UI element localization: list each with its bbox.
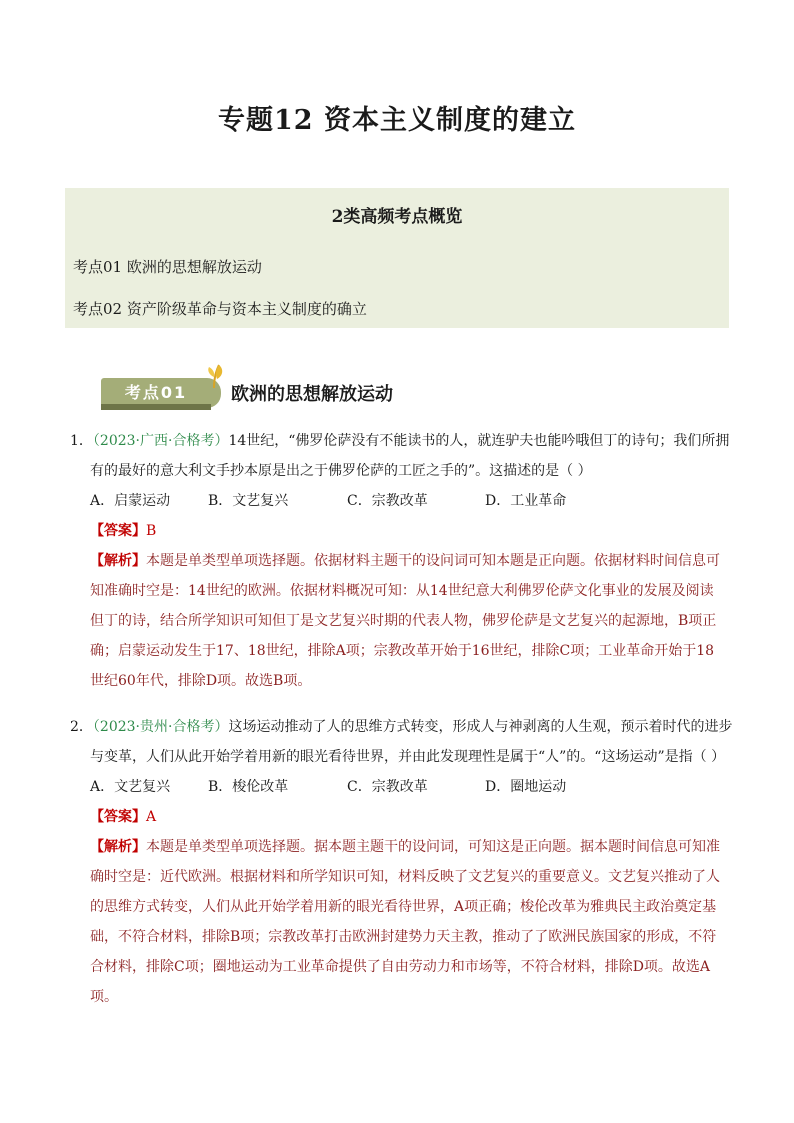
- explanation-line: 合材料，排除C项；圈地运动为工业革命提供了自由劳动力和市场等，不符合材料，排除D项。故选A: [90, 959, 711, 975]
- explanation-line: 础，不符合材料，排除B项；宗教改革打击欧洲封建势力天主教，推动了了欧洲民族国家的形成，不符: [90, 929, 717, 945]
- explanation-line: 确时空是：近代欧洲。根据材料和所学知识可知，材料反映了文艺复兴的重要意义。文艺复兴推动了人: [90, 869, 720, 885]
- answer-value: A: [146, 809, 157, 825]
- option-d: D．工业革命: [485, 493, 567, 509]
- answer: [70, 516, 740, 546]
- option-a: A．文艺复兴: [90, 779, 171, 795]
- explanation-line: 确；启蒙运动发生于17、18世纪，排除A项；宗教改革开始于16世纪，排除C项；工业革命开始于18: [90, 643, 715, 659]
- option-c: C．宗教改革: [347, 779, 428, 795]
- option-a: A．启蒙运动: [90, 493, 171, 509]
- option-c: C．宗教改革: [347, 493, 428, 509]
- explanation-line: 项。: [90, 989, 118, 1005]
- section-title: 欧洲的思想解放运动: [231, 384, 393, 405]
- explanation-line: [70, 832, 740, 862]
- explanation-line: 知准确时空是：14世纪的欧洲。依据材料概况可知：从14世纪意大利佛罗伦萨文化事业的发展及阅读: [90, 583, 714, 599]
- answer-value: B: [146, 523, 157, 539]
- question-stem-line: 有的最好的意大利文手抄本原是出之于佛罗伦萨的工匠之手的”。这描述的是（ ）: [90, 463, 592, 479]
- answer: [70, 802, 740, 832]
- explanation-label: 【解析】: [90, 553, 146, 569]
- overview-heading: 2类高频考点概览: [331, 207, 463, 227]
- overview-box: [65, 188, 729, 328]
- answer-label: 【答案】: [90, 809, 146, 825]
- explanation-text: 本题是单类型单项选择题。依据材料主题干的设问词可知本题是正向题。依据材料时间信息可: [146, 553, 720, 569]
- question-stem-line: 与变革，人们从此开始学着用新的眼光看待世界，并由此发现理性是属于“人”的。“这场运动”是指（ ）: [90, 749, 726, 765]
- explanation-line: 世纪60年代，排除D项。故选B项。: [90, 673, 312, 689]
- options-row: [70, 772, 740, 802]
- question-number: 2．: [70, 719, 93, 735]
- question-stem-line: [70, 426, 740, 456]
- question-stem-line: [70, 712, 740, 742]
- explanation-text: 本题是单类型单项选择题。据本题主题干的设问词，可知这是正向题。据本题时间信息可知准: [146, 839, 720, 855]
- page-title: 专题12 资本主义制度的建立: [218, 105, 576, 136]
- question-2: [70, 712, 740, 1012]
- question-1: [70, 426, 740, 696]
- question-stem: 14世纪，“佛罗伦萨没有不能读书的人，就连驴夫也能吟哦但丁的诗句；我们所拥: [228, 433, 730, 449]
- options-row: [70, 486, 740, 516]
- question-source: （2023·贵州·合格考）: [92, 719, 229, 735]
- answer-label: 【答案】: [90, 523, 146, 539]
- question-number: 1．: [70, 433, 93, 449]
- option-b: B．梭伦改革: [208, 779, 289, 795]
- overview-item: 考点01 欧洲的思想解放运动: [73, 258, 262, 276]
- option-d: D．圈地运动: [485, 779, 567, 795]
- section-tag: 考点01: [124, 383, 188, 402]
- question-source: （2023·广西·合格考）: [92, 433, 229, 449]
- explanation-line: 但丁的诗，结合所学知识可知但丁是文艺复兴时期的代表人物，佛罗伦萨是文艺复兴的起源地，B项正: [90, 613, 717, 629]
- explanation-label: 【解析】: [90, 839, 146, 855]
- overview-item: 考点02 资产阶级革命与资本主义制度的确立: [73, 300, 367, 318]
- question-stem: 这场运动推动了人的思维方式转变，形成人与神剥离的人生观，预示着时代的进步: [228, 719, 733, 735]
- option-b: B．文艺复兴: [208, 493, 289, 509]
- explanation-line: 的思维方式转变，人们从此开始学着用新的眼光看待世界，A项正确；梭伦改革为雅典民主政治奠定基: [90, 899, 717, 915]
- explanation-line: [70, 546, 740, 576]
